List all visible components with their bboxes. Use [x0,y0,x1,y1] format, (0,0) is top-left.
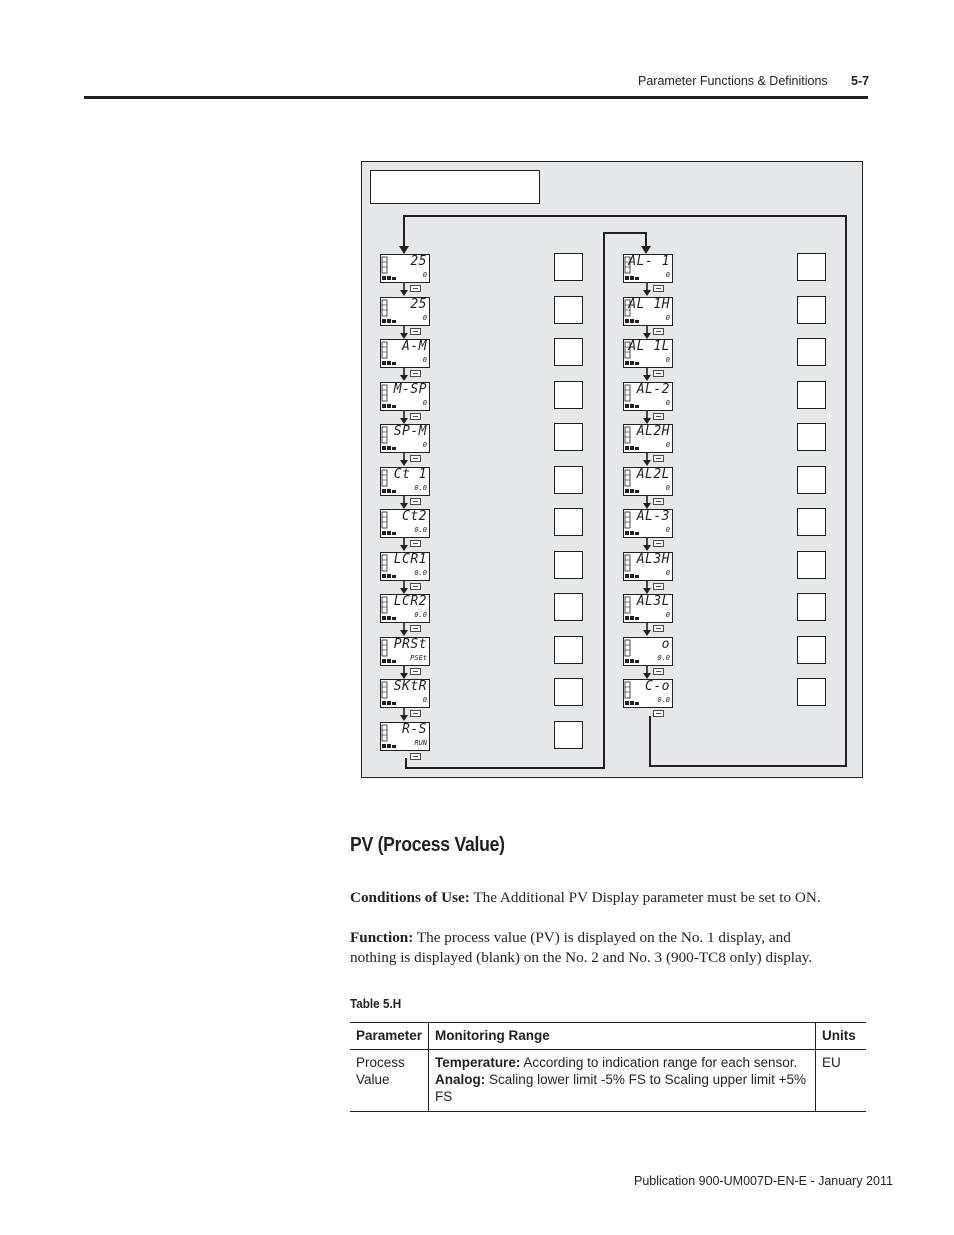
down-arrow-icon [399,496,409,510]
header-monitoring-range: Monitoring Range [429,1023,816,1050]
display-sub-value: PSEt [410,653,427,662]
controller-display [623,679,673,709]
display-main-value: A-M [402,339,427,354]
setting-box [554,593,583,621]
mode-key-icon [653,455,665,463]
down-arrow-icon [399,283,409,297]
down-arrow-icon [399,666,409,680]
controller-display [380,594,430,624]
mode-key-icon [410,498,422,506]
display-main-value: AL2H [636,424,670,439]
down-arrow-icon [399,326,409,340]
setting-box [554,381,583,409]
setting-box [797,338,826,366]
mode-key-icon [653,583,665,591]
down-arrow-icon [642,581,652,595]
down-arrow-icon [399,581,409,595]
mode-key-icon [653,285,665,293]
mode-key-icon [653,498,665,506]
controller-display [380,424,430,454]
down-arrow-icon [642,411,652,425]
display-sub-value: 0 [665,441,670,449]
display-sub-value: 0 [665,611,670,619]
controller-display [380,339,430,369]
mode-key-icon [653,710,665,718]
display-sub-value: 0 [665,568,670,577]
down-arrow-icon [399,538,409,552]
down-arrow-icon [642,538,652,552]
display-sub-value: 0 [665,526,670,534]
setting-box [554,678,583,706]
display-sub-value: 0.0 [657,653,670,662]
mode-key-icon [410,753,422,761]
controller-display [623,339,673,369]
setting-box [554,296,583,324]
controller-display [380,382,430,412]
setting-box [554,551,583,579]
display-sub-value: 0 [665,356,670,364]
table-caption: Table 5.H [350,996,402,1011]
controller-display [380,679,430,709]
analog-label: Analog: [435,1072,486,1087]
controller-display [623,552,673,582]
mode-key-icon [653,370,665,378]
mode-key-icon [410,370,422,378]
cell-monitoring-range [429,1050,816,1112]
setting-box [554,721,583,749]
display-sub-value: 0.0 [414,611,427,619]
setting-box [554,466,583,494]
display-main-value: SP-M [393,424,427,439]
display-main-value: PRSt [393,636,427,652]
setting-box [797,423,826,451]
controller-display [380,552,430,582]
setting-box [797,253,826,281]
down-arrow-icon [399,411,409,425]
setting-box [554,253,583,281]
cell-parameter [350,1050,429,1112]
controller-display [623,254,673,284]
down-arrow-icon [399,708,409,722]
controller-display [380,637,430,667]
down-arrow-icon [642,496,652,510]
setting-box [797,551,826,579]
display-sub-value: 0 [665,483,670,492]
setting-box [797,381,826,409]
controller-display [380,297,430,327]
display-main-value: AL3L [636,594,670,609]
display-main-value: AL2L [636,466,670,482]
setting-box [797,466,826,494]
controller-display [623,509,673,539]
table-header-row [350,1023,866,1050]
mode-key-icon [653,625,665,633]
display-sub-value: 0 [665,398,670,407]
down-arrow-icon [642,666,652,680]
display-sub-value: 0 [422,313,427,322]
down-arrow-icon [642,623,652,637]
mode-key-icon [410,583,422,591]
temperature-text: According to indication range for each sensor. [520,1055,798,1070]
mode-key-icon [653,668,665,676]
setting-box [797,593,826,621]
down-arrow-icon [642,283,652,297]
display-main-value: 25 [410,254,427,269]
mode-key-icon [410,285,422,293]
controller-display [623,594,673,624]
mode-key-icon [653,540,665,548]
setting-box [797,678,826,706]
function-text-line1: The process value (PV) is displayed on the No. 1 display, and [413,929,791,946]
conditions-text: The Additional PV Display parameter must be set to ON. [469,889,821,906]
function-text-line2: nothing is displayed (blank) on the No. 2 and No. 3 (900-TC8 only) display. [350,949,813,966]
down-arrow-icon [399,368,409,382]
setting-box [554,636,583,664]
conditions-paragraph [350,888,880,908]
controller-display [623,297,673,327]
mode-key-icon [410,413,422,421]
display-main-value: SKtR [393,679,427,694]
down-arrow-icon [399,453,409,467]
down-arrow-icon [642,368,652,382]
mode-key-icon [410,625,422,633]
monitoring-table [350,1022,866,1112]
display-main-value: o [661,636,670,652]
controller-display [623,467,673,497]
controller-display [623,424,673,454]
parameter-line1: Process [356,1055,405,1070]
display-sub-value: 0 [422,271,427,279]
display-main-value: AL-3 [636,509,670,524]
mode-key-icon [410,668,422,676]
down-arrow-icon [642,326,652,340]
display-main-value: AL3H [636,551,670,567]
mode-key-icon [410,540,422,548]
display-main-value: M-SP [393,381,427,397]
mode-key-icon [653,328,665,336]
controller-display [380,509,430,539]
display-main-value: C-o [645,679,670,694]
conditions-label: Conditions of Use: [350,889,470,906]
display-sub-value: 0.0 [414,568,427,577]
table-row [350,1050,866,1112]
mode-key-icon [410,455,422,463]
temperature-label: Temperature: [435,1055,521,1070]
controller-display [380,722,430,752]
setting-box [797,508,826,536]
header-units: Units [816,1023,867,1050]
function-label: Function: [350,929,414,946]
controller-display [623,637,673,667]
mode-key-icon [410,328,422,336]
cell-units: EU [816,1050,867,1112]
controller-display [380,254,430,284]
display-sub-value: 0 [422,696,427,704]
display-sub-value: 0.0 [414,483,427,492]
setting-box [554,423,583,451]
display-sub-value: RUN [414,738,427,747]
mode-key-icon [410,710,422,718]
display-sub-value: 0 [422,356,427,364]
setting-box [554,508,583,536]
function-paragraph [350,928,880,968]
display-sub-value: 0 [422,398,427,407]
display-main-value: Ct 1 [393,466,427,482]
controller-display [623,382,673,412]
display-sub-value: 0 [665,313,670,322]
display-sub-value: 0.0 [657,696,670,704]
down-arrow-icon [399,623,409,637]
controller-display [380,467,430,497]
display-main-value: Ct2 [402,509,427,524]
page-number: 5-7 [851,74,870,88]
display-main-value: LCR1 [393,551,427,567]
display-sub-value: 0.0 [414,526,427,534]
header-parameter: Parameter [350,1023,429,1050]
analog-text: Scaling lower limit -5% FS to Scaling upper limit +5% FS [435,1072,807,1104]
running-header-title: Parameter Functions & Definitions [638,74,828,88]
setting-box [797,636,826,664]
display-main-value: AL-2 [636,381,670,397]
display-main-value: 25 [410,296,427,312]
display-main-value: R-S [402,721,427,737]
setting-box [554,338,583,366]
section-title: PV (Process Value) [350,834,505,856]
display-main-value: AL 1H [628,296,670,312]
display-sub-value: 0 [665,271,670,279]
display-main-value: AL- 1 [628,254,670,269]
display-sub-value: 0 [422,441,427,449]
setting-box [797,296,826,324]
mode-key-icon [653,413,665,421]
parameter-line2: Value [356,1072,390,1087]
down-arrow-icon [642,453,652,467]
display-main-value: AL 1L [628,339,670,354]
display-main-value: LCR2 [393,594,427,609]
publication-footer: Publication 900-UM007D-EN-E - January 2011 [634,1174,893,1188]
